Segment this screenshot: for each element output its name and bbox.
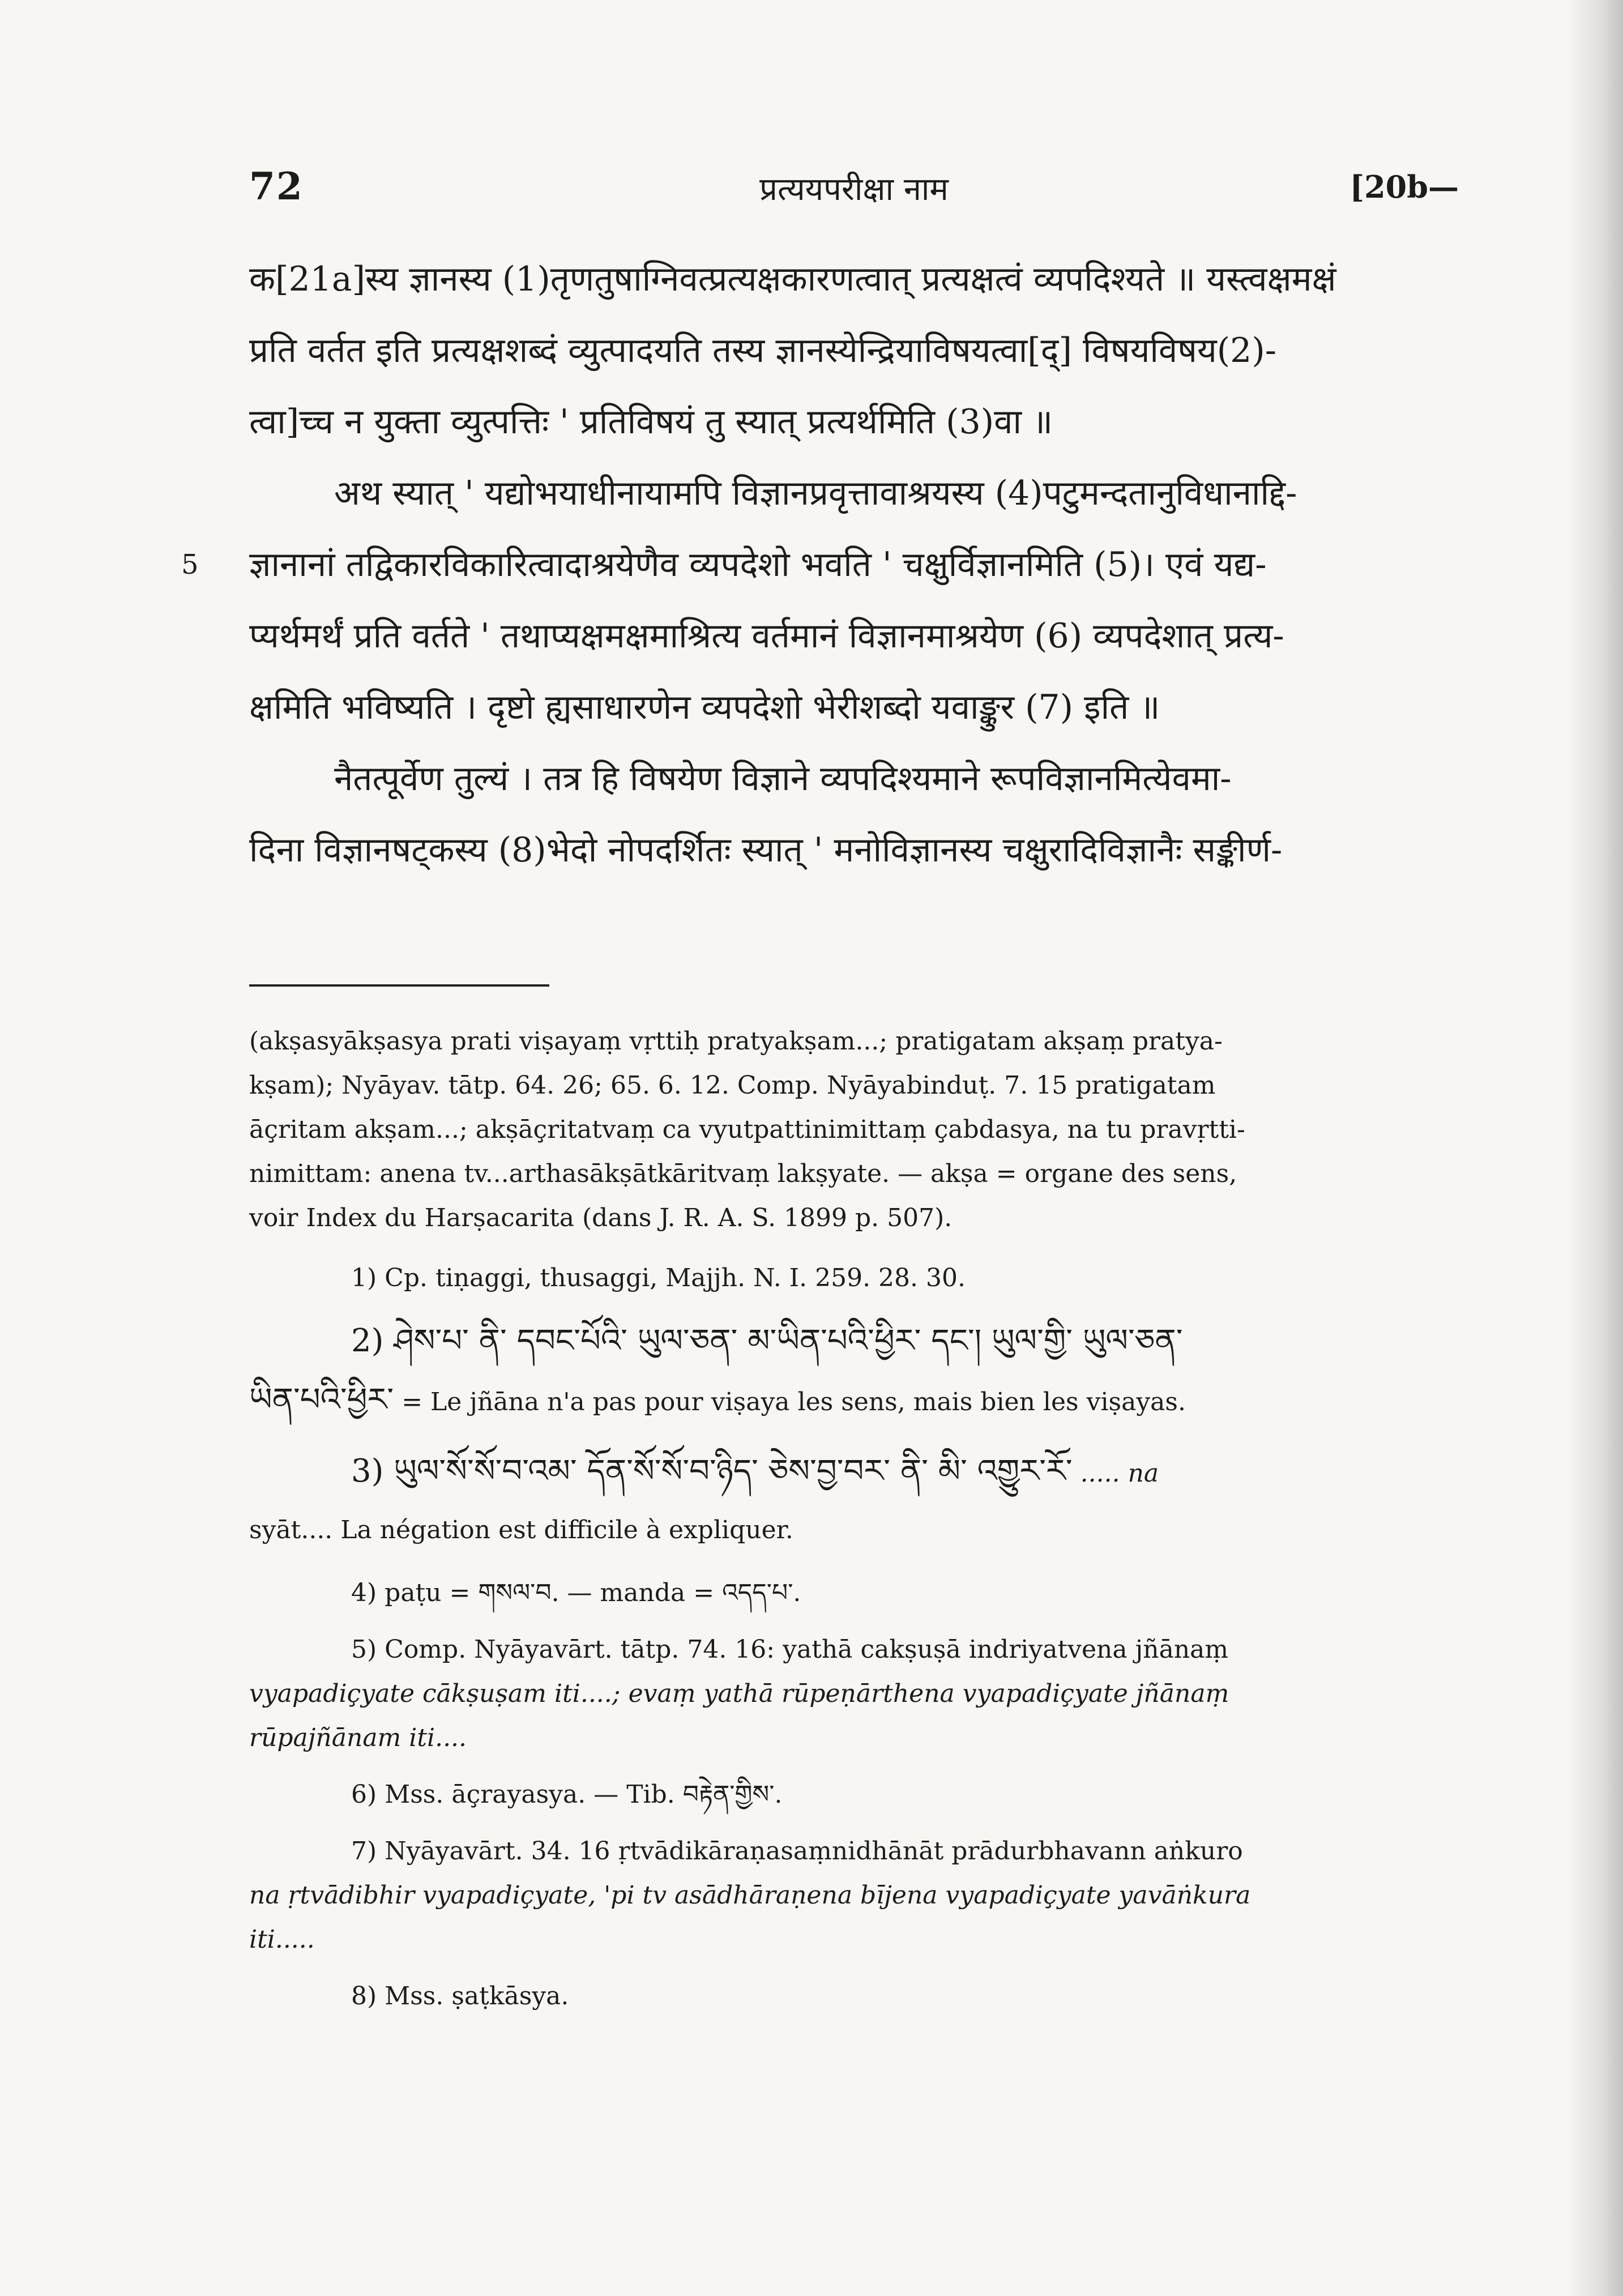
footnote-5-line-2: vyapadiçyate cākṣuṣam iti....; evaṃ yathā rūpeṇārthena vyapadiçyate jñānaṃ [249, 1679, 1229, 1708]
continuation-line-1: (akṣasyākṣasya prati viṣayaṃ vṛttiḥ pratyakṣam...; pratigatam akṣaṃ pratya- [249, 1027, 1223, 1056]
line-number: 5 [181, 549, 199, 581]
footnote-6: 6) Mss. āçrayasya. — Tib. བརྟེན་གྱིས་. [351, 1780, 783, 1809]
text-line-4: अथ स्यात् ' यद्योभयाधीनायामपि विज्ञानप्रवृत्तावाश्रयस्य (4)पटुमन्दतानुविधानाद्दि- [334, 473, 1297, 513]
text-line-1: क[21a]स्य ज्ञानस्य (1)तृणतुषाग्निवत्प्रत्यक्षकारणत्वात् प्रत्यक्षत्वं व्यपदिश्यते ॥ यस्त्वक्षमक्षं [249, 259, 1336, 299]
text-line-6: प्यर्थमर्थं प्रति वर्तते ' तथाप्यक्षमक्षमाश्रित्य वर्तमानं विज्ञानमाश्रयेण (6) व्यपदेशात् प्रत्य- [249, 616, 1284, 656]
footnote-5-line-1: 5) Comp. Nyāyavārt. tātp. 74. 16: yathā cakṣuṣā indriyatvena jñānaṃ [351, 1635, 1229, 1664]
footnote-3-cont: syāt.... La négation est difficile à expliquer. [249, 1516, 793, 1544]
continuation-line-3: āçritam akṣam...; akṣāçritatvaṃ ca vyutpattinimittaṃ çabdasya, na tu pravṛtti- [249, 1115, 1245, 1144]
continuation-line-5: voir Index du Harṣacarita (dans J. R. A. S. 1899 p. 507). [249, 1204, 953, 1232]
footnote-3 [249, 1443, 1447, 1559]
sanskrit-text-block [181, 244, 1447, 886]
footnote-7 [249, 1829, 1447, 1962]
text-line-2: प्रति वर्तत इति प्रत्यक्षशब्दं व्युत्पादयति तस्य ज्ञानस्येन्द्रियाविषयत्वा[द्] विषयविषय(2)- [249, 331, 1277, 370]
text-line-3: त्वा]च्च न युक्ता व्युत्पत्तिः ' प्रतिविषयं तु स्यात् प्रत्यर्थमिति (3)वा ॥ [249, 402, 1053, 442]
footnote-2 [249, 1313, 1447, 1431]
folio-reference: [20b— [1349, 169, 1459, 205]
running-title: प्रत्ययपरीक्षा नाम [759, 171, 949, 208]
footnote-7-line-2: na ṛtvādibhir vyapadiçyate, 'pi tv asādhāraṇena bījena vyapadiçyate yavāṅkura [249, 1881, 1251, 1910]
text-line-8: नैतत्पूर्वेण तुल्यं । तत्र हि विषयेण विज्ञाने व्यपदिश्यमाने रूपविज्ञानमित्येवमा- [334, 759, 1232, 799]
continuation-line-4: nimittam: anena tv...arthasākṣātkāritvaṃ lakṣyate. — akṣa = organe des sens, [249, 1159, 1237, 1188]
continuation-line-2: kṣam); Nyāyav. tātp. 64. 26; 65. 6. 12. Comp. Nyāyabinduṭ. 7. 15 pratigatam [249, 1071, 1216, 1100]
footnote-4: 4) paṭu = གསལ་བ. — manda = འདད་པ་. [351, 1578, 801, 1607]
footnote-continuation [249, 1019, 1447, 1240]
text-line-5-row [181, 529, 1447, 600]
page-header [249, 164, 1459, 215]
footnote-2-tibetan-cont: ཡིན་པའི་ཕྱིར་ [249, 1381, 394, 1418]
footnote-rule [249, 984, 549, 987]
page-edge-shadow [1566, 0, 1623, 2296]
text-line-9: दिना विज्ञानषट्कस्य (8)भेदो नोपदर्शितः स्यात् ' मनोविज्ञानस्य चक्षुरादिविज्ञानैः सङ्कीर्ण- [249, 830, 1283, 870]
footnote-2-french: = Le jñāna n'a pas pour viṣaya les sens, mais bien les viṣayas. [402, 1388, 1186, 1416]
footnote-5-line-3: rūpajñānam iti.... [249, 1723, 467, 1752]
footnote-2-tibetan: 2) ཤེས་པ་ ནི་ དབང་པོའི་ ཡུལ་ཅན་ མ་ཡིན་པའི་ཕྱིར་ དང་། ཡུལ་གྱི་ ཡུལ་ཅན་ [351, 1322, 1183, 1359]
footnote-3-tail: ..... na [1080, 1459, 1159, 1488]
footnote-1: 1) Cp. tiṇaggi, thusaggi, Majjh. N. I. 259. 28. 30. [351, 1264, 966, 1292]
text-line-5: ज्ञानानां तद्विकारविकारित्वादाश्रयेणैव व्यपदेशो भवति ' चक्षुर्विज्ञानमिति (5)। एवं यद्य- [249, 545, 1267, 584]
page-number: 72 [249, 164, 304, 208]
footnote-5 [249, 1628, 1447, 1760]
footnote-7-line-3: iti..... [249, 1925, 315, 1954]
footnotes [249, 1019, 1447, 2031]
footnote-8: 8) Mss. ṣaṭkāsya. [351, 1982, 569, 2011]
text-line-7: क्षमिति भविष्यति । दृष्टो ह्यसाधारणेन व्यपदेशो भेरीशब्दो यवाङ्कुर (7) इति ॥ [249, 688, 1160, 727]
footnote-7-line-1: 7) Nyāyavārt. 34. 16 ṛtvādikāraṇasaṃnidhānāt prādurbhavann aṅkuro [351, 1837, 1243, 1866]
footnote-3-tibetan: 3) ཡུལ་སོ་སོ་བ་འམ་ དོན་སོ་སོ་བ་ཉིད་ ཅེས་བྱ་བར་ ནི་ མི་ འགྱུར་རོ་ [351, 1453, 1073, 1490]
